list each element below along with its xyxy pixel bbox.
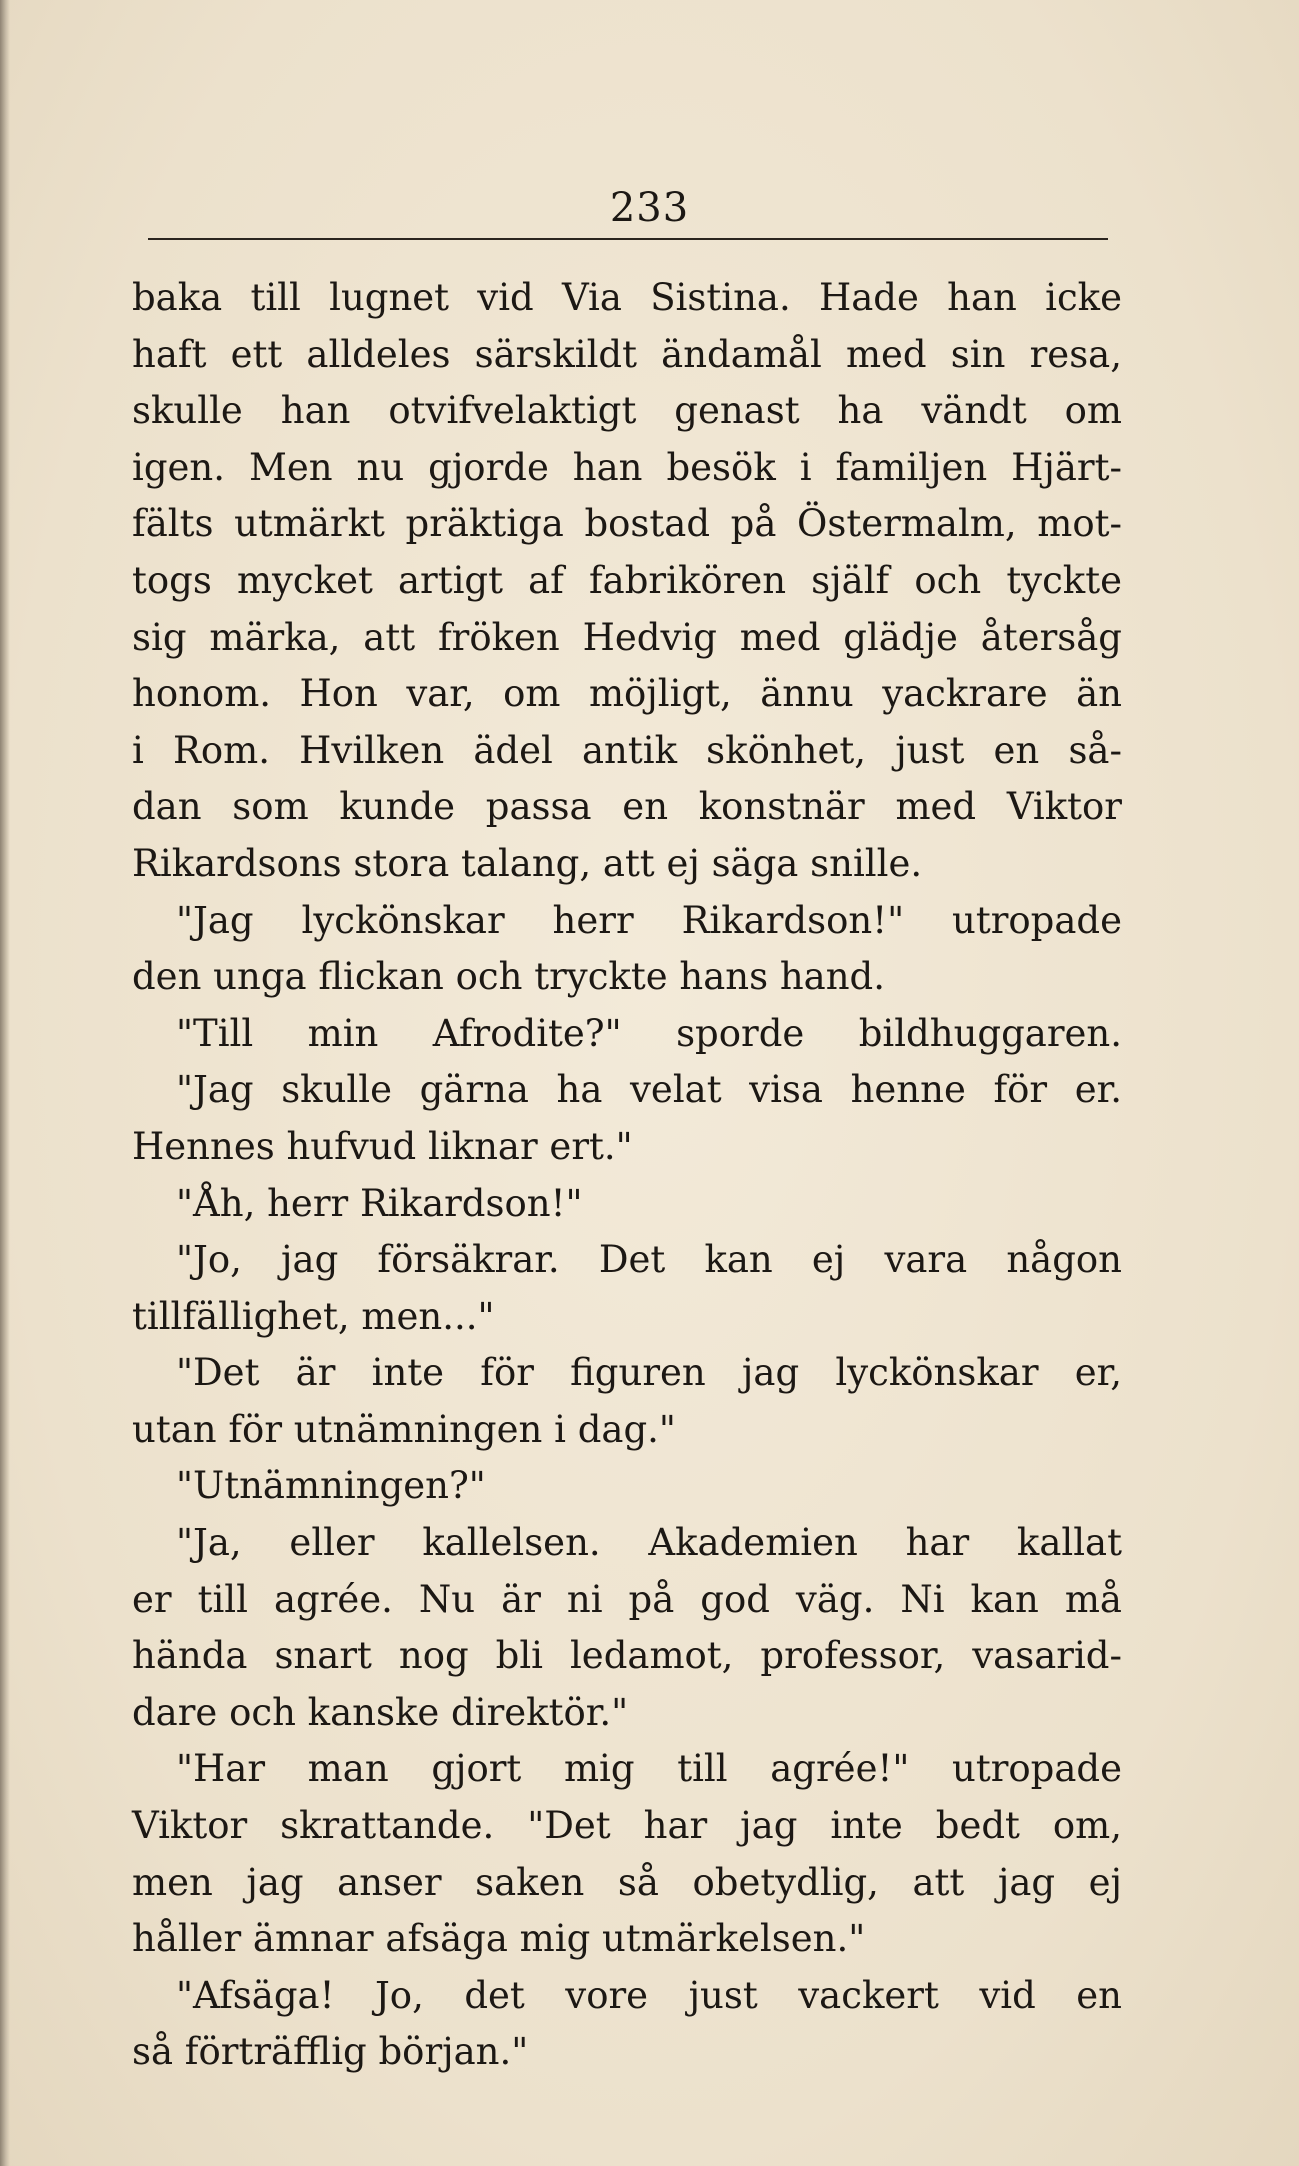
text-line: så förträfflig början." xyxy=(132,2030,529,2074)
text-line: sig märka, att fröken Hedvig med glädje återsåg xyxy=(132,615,1122,659)
text-line: togs mycket artigt af fabrikören själf och tyckte xyxy=(132,558,1122,602)
text-line: er till agrée. Nu är ni på god väg. Ni kan må xyxy=(132,1577,1122,1621)
text-line: honom. Hon var, om möjligt, ännu yackrare än xyxy=(132,672,1122,716)
text-line: i Rom. Hvilken ädel antik skönhet, just en så- xyxy=(132,728,1122,772)
text-line: hända snart nog bli ledamot, professor, vasarid- xyxy=(132,1634,1122,1678)
text-line: utan för utnämningen i dag." xyxy=(132,1407,676,1451)
text-line: "Åh, herr Rikardson!" xyxy=(176,1181,583,1225)
text-line: "Jo, jag försäkrar. Det kan ej vara någon xyxy=(176,1238,1122,1282)
text-line: fälts utmärkt präktiga bostad på Östermalm, mot- xyxy=(132,502,1122,546)
text-line: "Till min Afrodite?" sporde bildhuggaren. xyxy=(176,1011,1122,1055)
text-line: dare och kanske direktör." xyxy=(132,1690,629,1734)
text-line: dan som kunde passa en konstnär med Viktor xyxy=(132,785,1122,829)
text-line: Viktor skrattande. "Det har jag inte bedt om, xyxy=(132,1804,1122,1848)
text-line: den unga flickan och tryckte hans hand. xyxy=(132,955,885,999)
text-line: "Ja, eller kallelsen. Akademien har kallat xyxy=(176,1521,1122,1565)
text-line: igen. Men nu gjorde han besök i familjen Hjärt- xyxy=(132,445,1122,489)
text-line: Rikardsons stora talang, att ej säga snille. xyxy=(132,841,923,885)
text-line: "Afsäga! Jo, det vore just vackert vid en xyxy=(176,1973,1122,2017)
text-line: haft ett alldeles särskildt ändamål med sin resa, xyxy=(132,332,1122,376)
text-line: tillfällighet, men..." xyxy=(132,1294,495,1338)
text-line: baka till lugnet vid Via Sistina. Hade han icke xyxy=(132,276,1122,319)
text-line: men jag anser saken så obetydlig, att jag ej xyxy=(132,1860,1122,1904)
text-line: Hennes hufvud liknar ert." xyxy=(132,1124,633,1168)
text-line: "Har man gjort mig till agrée!" utropade xyxy=(176,1747,1122,1791)
page-edge-shadow xyxy=(0,0,10,2166)
text-line: "Utnämningen?" xyxy=(176,1464,486,1508)
body-text xyxy=(132,270,1122,2081)
header-rule xyxy=(148,238,1108,240)
text-line: håller ämnar afsäga mig utmärkelsen." xyxy=(132,1917,866,1961)
page-number: 233 xyxy=(609,185,690,231)
text-line: skulle han otvifvelaktigt genast ha vändt om xyxy=(132,389,1122,433)
text-line: "Det är inte för figuren jag lyckönskar er, xyxy=(176,1351,1122,1395)
text-line: "Jag lyckönskar herr Rikardson!" utropade xyxy=(176,898,1122,942)
text-line: "Jag skulle gärna ha velat visa henne för er. xyxy=(176,1068,1122,1112)
